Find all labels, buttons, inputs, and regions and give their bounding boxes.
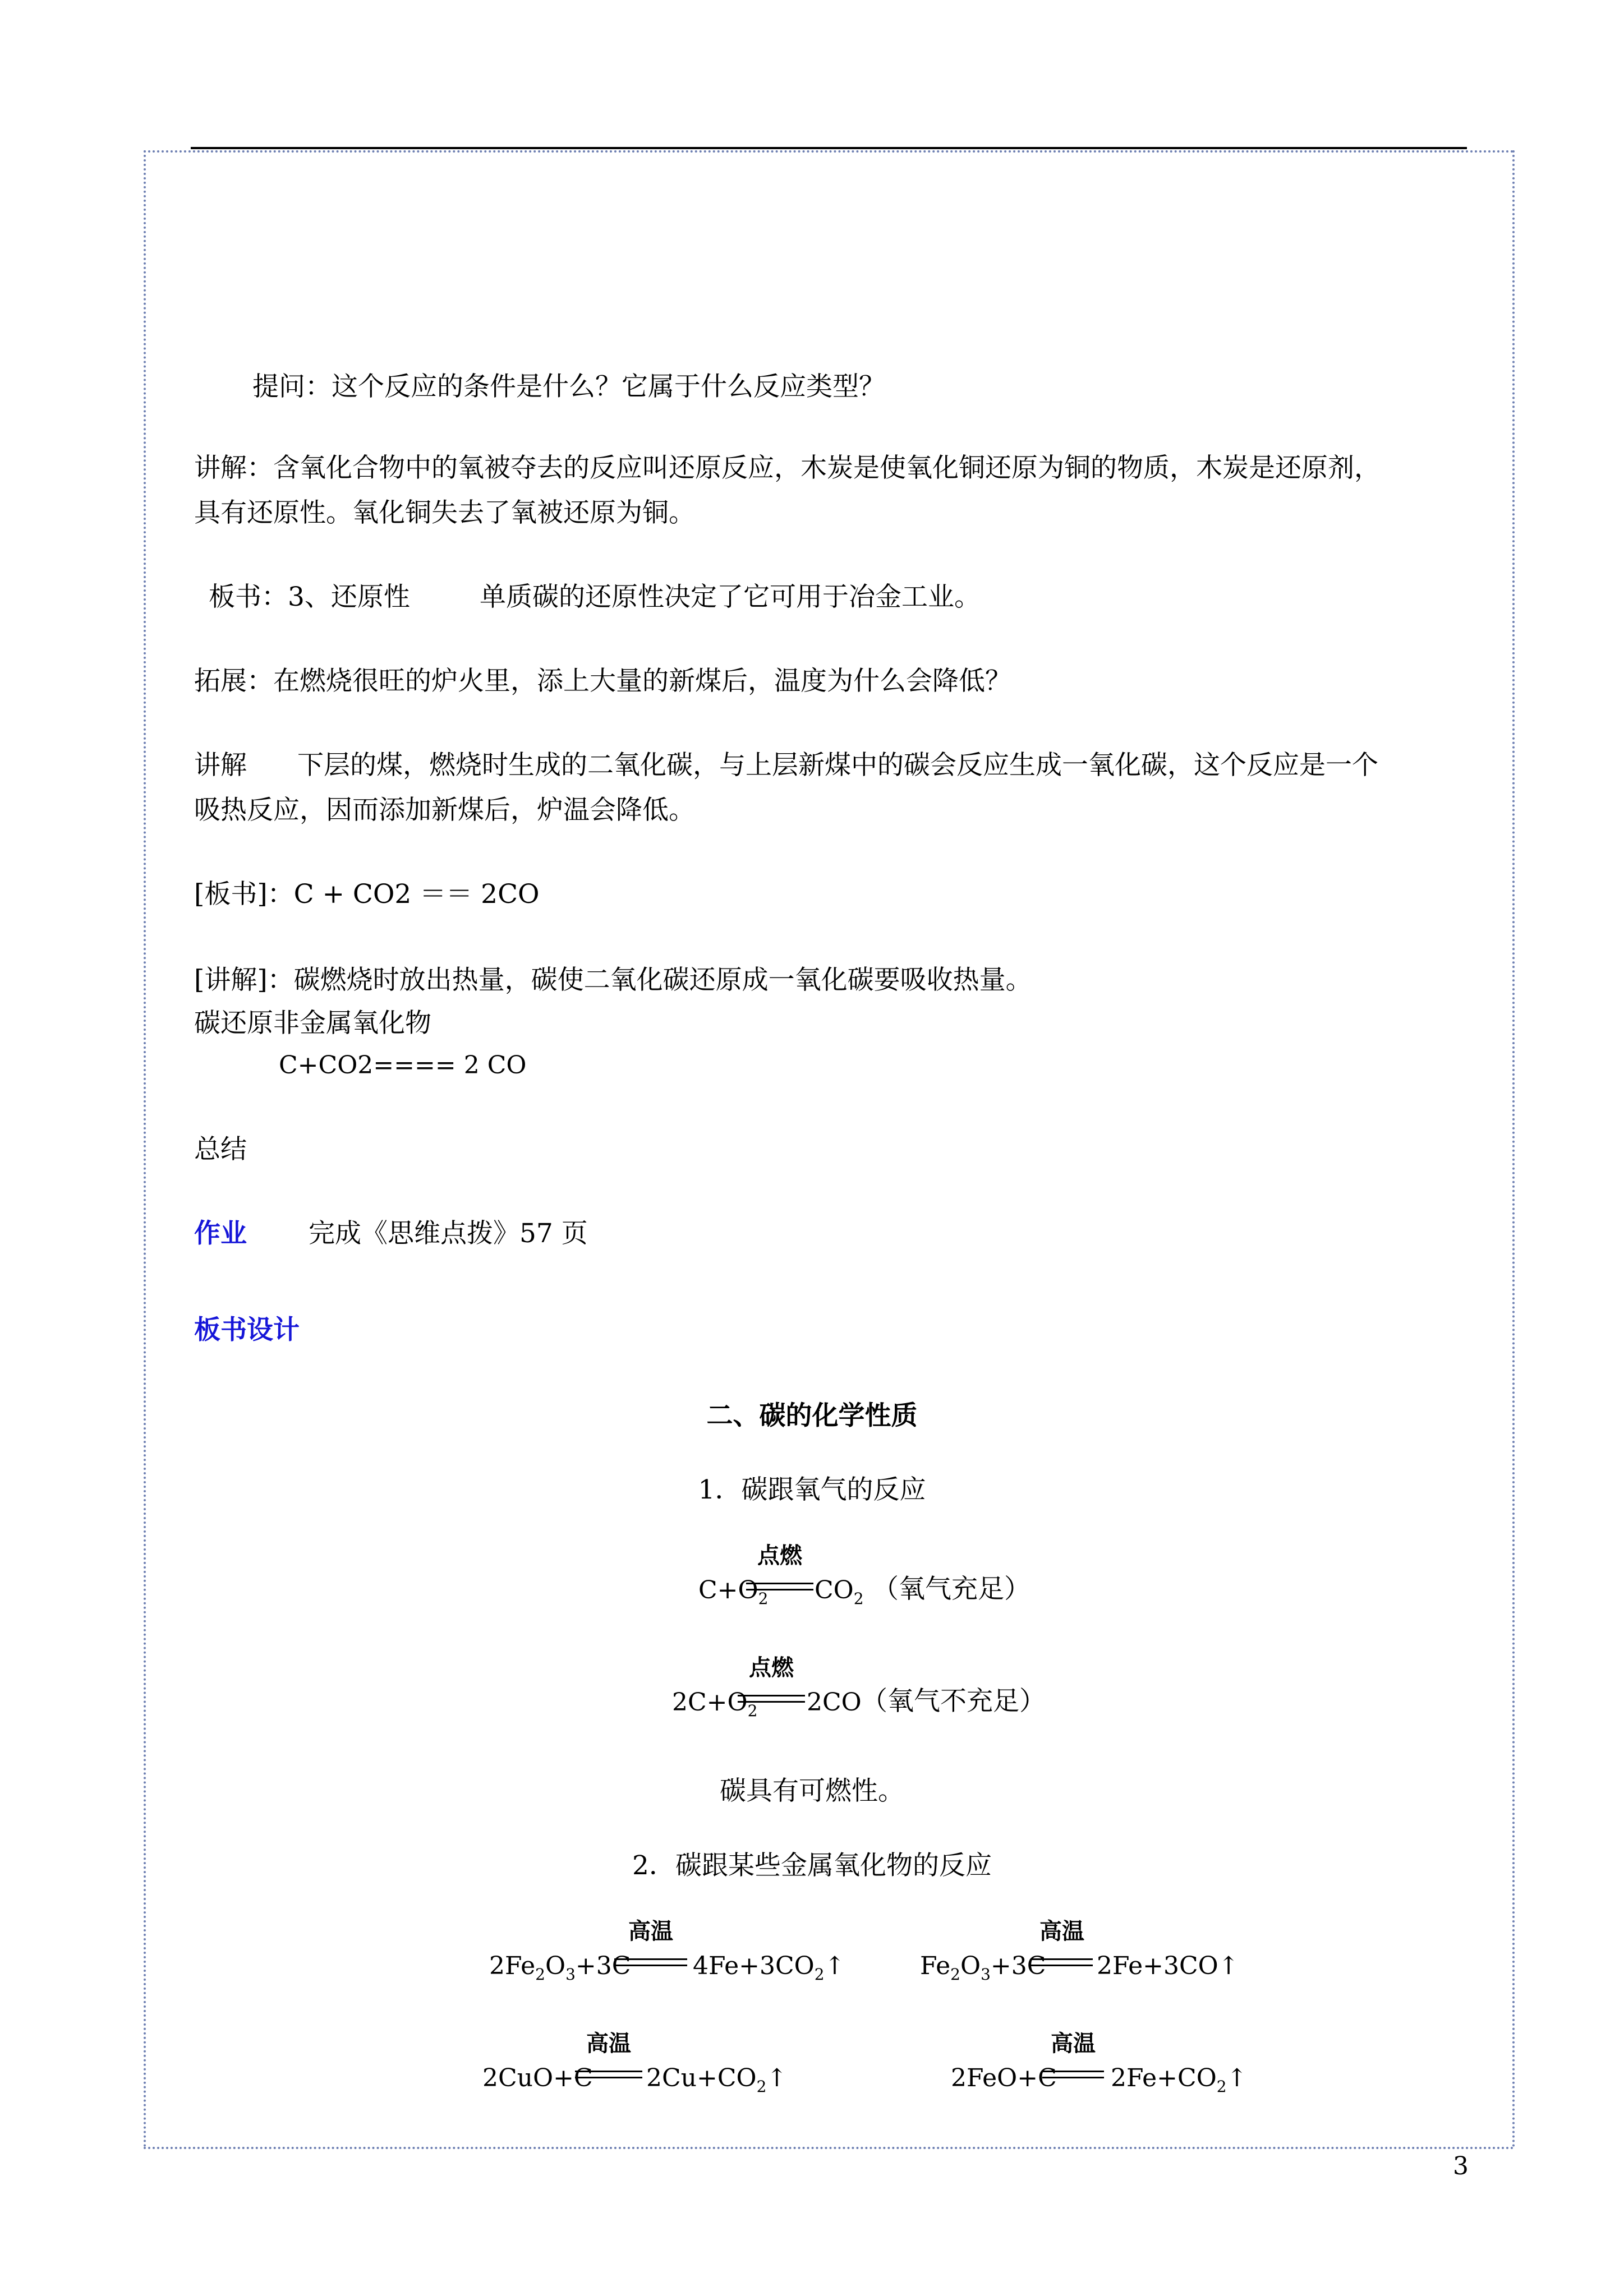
eq2-note: （氧气不充足）: [861, 1686, 1046, 1717]
question-line: 提问：这个反应的条件是什么？它属于什么反应类型？: [252, 371, 885, 402]
eq1-products: $CO_2$: [815, 1576, 864, 1608]
explain3-line: [讲解]：碳燃烧时放出热量，碳使二氧化碳还原成一氧化碳要吸收热量。: [194, 965, 1032, 995]
board-equation: [板书]：C + CO2 ＝＝ 2CO: [194, 879, 540, 910]
eq3-equals-sign: [614, 1958, 687, 1966]
board-label: 板书：3、还原性: [209, 582, 410, 612]
eq4-products: 2Fe+3CO↑: [1097, 1952, 1239, 1980]
explain-line-1: 讲解：含氧化合物中的氧被夺去的反应叫还原反应，木炭是使氧化铜还原为铜的物质，木炭是还原剂，: [194, 453, 1381, 483]
explain2-line-2: 吸热反应，因而添加新煤后，炉温会降低。: [194, 795, 695, 826]
flammable-text: 碳具有可燃性。: [720, 1776, 904, 1806]
eq1-note: （氧气充足）: [872, 1574, 1030, 1605]
eq4-reactants: $Fe_2O_3+3C$: [920, 1952, 1046, 1984]
eq1-condition: 点燃: [757, 1543, 802, 1569]
explain-line-2: 具有还原性。氧化铜失去了氧被还原为铜。: [194, 497, 695, 528]
homework-label: 作业: [194, 1218, 247, 1249]
homework-text: 完成《思维点拨》57 页: [309, 1218, 588, 1249]
eq3-reactants: $2Fe_2O_3+3C$: [489, 1952, 631, 1984]
eq5-equals-sign: [575, 2071, 642, 2078]
eq2-products: 2CO: [807, 1688, 862, 1717]
eq1-equals-sign: [746, 1583, 813, 1590]
eq6-condition: 高温: [1051, 2031, 1096, 2057]
eq2-condition: 点燃: [749, 1655, 794, 1681]
board-title: 二、碳的化学性质: [706, 1400, 918, 1431]
eq1-reactants: $C+O_2$: [698, 1576, 769, 1608]
explain2-line-1: 下层的煤，燃烧时生成的二氧化碳，与上层新煤中的碳会反应生成一氧化碳，这个反应是一个: [297, 750, 1378, 781]
board-section-2: 2．碳跟某些金属氧化物的反应: [632, 1850, 992, 1881]
header-rule: [191, 147, 1467, 149]
summary-label: 总结: [194, 1134, 247, 1165]
board-section-1: 1．碳跟氧气的反应: [698, 1474, 926, 1505]
eq5-products: $2Cu+CO_2↑$: [646, 2064, 788, 2096]
extend-line: 拓展：在燃烧很旺的炉火里，添上大量的新煤后，温度为什么会降低？: [194, 666, 1011, 697]
eq4-condition: 高温: [1039, 1919, 1084, 1944]
nonmetal-heading: 碳还原非金属氧化物: [194, 1008, 431, 1039]
eq6-equals-sign: [1042, 2071, 1104, 2078]
nonmetal-equation: C+CO2==== 2 CO: [279, 1051, 527, 1080]
explain2-label: 讲解: [194, 750, 247, 781]
page-number: 3: [1453, 2152, 1469, 2180]
eq3-condition: 高温: [628, 1919, 673, 1944]
board-text: 单质碳的还原性决定了它可用于冶金工业。: [480, 582, 981, 612]
eq5-reactants: 2CuO+C: [482, 2064, 593, 2092]
eq3-products: $4Fe+3CO_2↑$: [693, 1952, 845, 1984]
eq2-reactants: $2C+O_2$: [672, 1688, 758, 1720]
eq2-equals-sign: [738, 1695, 805, 1703]
eq5-condition: 高温: [586, 2031, 631, 2057]
eq4-equals-sign: [1031, 1958, 1093, 1966]
eq6-products: $2Fe+CO_2↑$: [1111, 2064, 1248, 2096]
board-design-heading: 板书设计: [194, 1315, 300, 1345]
eq6-reactants: 2FeO+C: [951, 2064, 1057, 2092]
